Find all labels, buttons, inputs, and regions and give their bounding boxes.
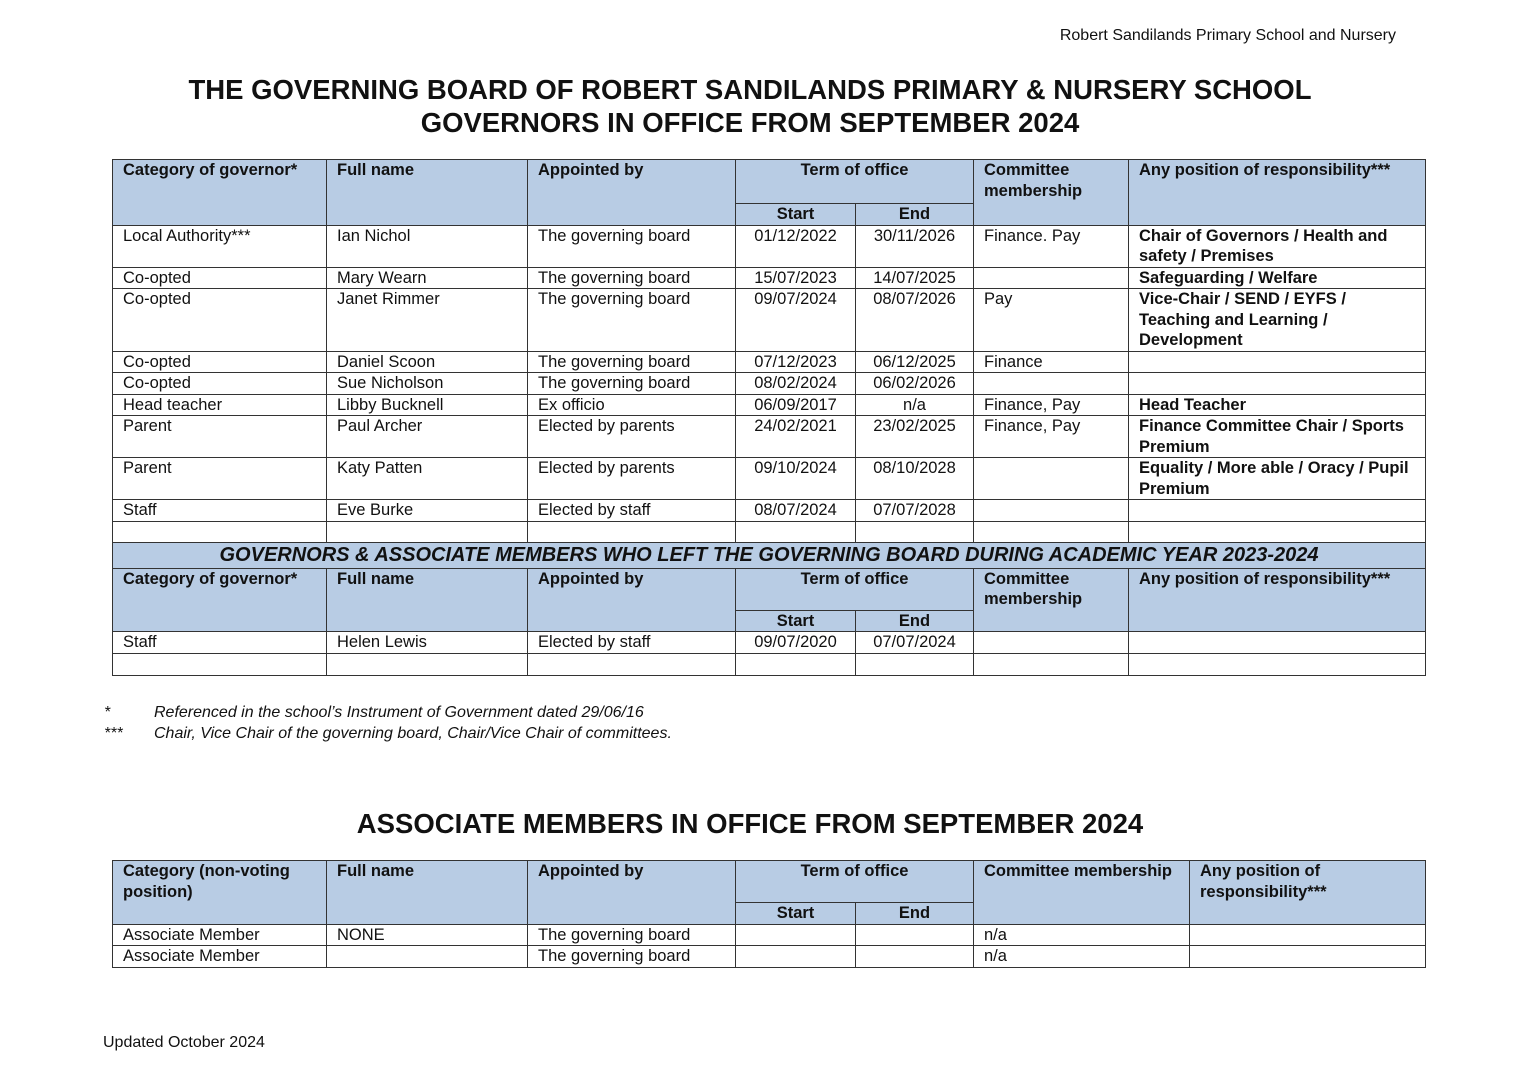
cell-position: Head Teacher [1129, 394, 1426, 416]
cell-committee: Finance. Pay [974, 225, 1129, 267]
cell-full-name: NONE [327, 924, 528, 946]
col-full-name: Full name [327, 160, 528, 226]
cell-end [856, 946, 974, 968]
col-category: Category of governor* [113, 160, 327, 226]
table-row [113, 632, 1426, 654]
cell-appointed-by: Ex officio [528, 394, 736, 416]
cell-start: 09/07/2024 [736, 289, 856, 352]
col-start: Start [736, 204, 856, 226]
cell-committee: n/a [974, 924, 1190, 946]
cell-start: 24/02/2021 [736, 416, 856, 458]
cell-committee [974, 458, 1129, 500]
cell-position [1129, 351, 1426, 373]
cell-end: 08/07/2026 [856, 289, 974, 352]
cell-committee [974, 373, 1129, 395]
table-row [113, 416, 1426, 458]
col-full-name: Full name [327, 568, 528, 632]
cell-committee [974, 500, 1129, 522]
cell-end: 30/11/2026 [856, 225, 974, 267]
col-category: Category (non-voting position) [113, 861, 327, 925]
footnote-text: Chair, Vice Chair of the governing board, Chair/Vice Chair of committees. [154, 725, 672, 742]
cell-full-name: Sue Nicholson [327, 373, 528, 395]
cell-position [1190, 946, 1426, 968]
cell-appointed-by: The governing board [528, 225, 736, 267]
cell-appointed-by: Elected by staff [528, 632, 736, 654]
cell-category: Associate Member [113, 924, 327, 946]
table-row [113, 351, 1426, 373]
cell-full-name: Libby Bucknell [327, 394, 528, 416]
cell-start: 15/07/2023 [736, 267, 856, 289]
associates-table [112, 860, 1426, 968]
col-position: Any position of responsibility*** [1129, 160, 1426, 226]
cell-category: Parent [113, 458, 327, 500]
cell-position: Vice-Chair / SEND / EYFS / Teaching and Learning / Development [1129, 289, 1426, 352]
cell-category: Co-opted [113, 267, 327, 289]
footnote-mark: *** [104, 725, 123, 742]
col-end: End [856, 903, 974, 925]
cell-appointed-by: The governing board [528, 289, 736, 352]
cell-end: 23/02/2025 [856, 416, 974, 458]
cell-appointed-by: The governing board [528, 373, 736, 395]
page-title: THE GOVERNING BOARD OF ROBERT SANDILANDS PRIMARY & NURSERY SCHOOL [188, 74, 1312, 105]
cell-category: Co-opted [113, 289, 327, 352]
table-row-empty [113, 653, 1426, 675]
cell-full-name: Katy Patten [327, 458, 528, 500]
cell-appointed-by: Elected by staff [528, 500, 736, 522]
cell-position [1129, 632, 1426, 654]
cell-appointed-by: Elected by parents [528, 458, 736, 500]
cell-category: Co-opted [113, 373, 327, 395]
cell-committee [974, 632, 1129, 654]
cell-category: Head teacher [113, 394, 327, 416]
cell-full-name: Helen Lewis [327, 632, 528, 654]
table-row [113, 458, 1426, 500]
table-row [113, 289, 1426, 352]
cell-start: 06/09/2017 [736, 394, 856, 416]
cell-start: 08/07/2024 [736, 500, 856, 522]
table-row [113, 267, 1426, 289]
footnote-mark: * [104, 704, 111, 721]
cell-category: Co-opted [113, 351, 327, 373]
footnote-text: Referenced in the school’s Instrument of Government dated 29/06/16 [154, 704, 644, 721]
table-row [113, 500, 1426, 522]
cell-end [856, 924, 974, 946]
footnotes [104, 702, 672, 744]
cell-category: Associate Member [113, 946, 327, 968]
footnote [104, 723, 672, 744]
cell-position: Finance Committee Chair / Sports Premium [1129, 416, 1426, 458]
cell-full-name [327, 946, 528, 968]
col-start: Start [736, 610, 856, 632]
cell-category: Staff [113, 632, 327, 654]
cell-appointed-by: The governing board [528, 351, 736, 373]
col-committee: Committee membership [974, 160, 1129, 226]
footnote [104, 702, 672, 723]
cell-position: Safeguarding / Welfare [1129, 267, 1426, 289]
cell-start: 07/12/2023 [736, 351, 856, 373]
cell-end: 07/07/2024 [856, 632, 974, 654]
col-committee: Committee membership [974, 568, 1129, 632]
cell-end: 07/07/2028 [856, 500, 974, 522]
col-position: Any position of responsibility*** [1190, 861, 1426, 925]
table-row [113, 394, 1426, 416]
cell-full-name: Janet Rimmer [327, 289, 528, 352]
col-position: Any position of responsibility*** [1129, 568, 1426, 632]
cell-full-name: Paul Archer [327, 416, 528, 458]
cell-start: 09/10/2024 [736, 458, 856, 500]
cell-position: Chair of Governors / Health and safety / Premises [1129, 225, 1426, 267]
cell-appointed-by: The governing board [528, 924, 736, 946]
cell-appointed-by: The governing board [528, 946, 736, 968]
cell-committee: Pay [974, 289, 1129, 352]
cell-appointed-by: The governing board [528, 267, 736, 289]
col-end: End [856, 610, 974, 632]
col-appointed-by: Appointed by [528, 861, 736, 925]
cell-committee: Finance, Pay [974, 416, 1129, 458]
cell-end: 06/02/2026 [856, 373, 974, 395]
table-row-empty [113, 521, 1426, 542]
col-committee: Committee membership [974, 861, 1190, 925]
col-term-of-office: Term of office [736, 568, 974, 610]
cell-category: Local Authority*** [113, 225, 327, 267]
associates-title: ASSOCIATE MEMBERS IN OFFICE FROM SEPTEMBER 2024 [356, 808, 1144, 839]
col-term-of-office: Term of office [736, 861, 974, 903]
cell-start [736, 946, 856, 968]
table-row [113, 225, 1426, 267]
cell-end: 14/07/2025 [856, 267, 974, 289]
table-row [113, 924, 1426, 946]
cell-full-name: Mary Wearn [327, 267, 528, 289]
cell-position: Equality / More able / Oracy / Pupil Premium [1129, 458, 1426, 500]
cell-full-name: Eve Burke [327, 500, 528, 522]
table-row [113, 373, 1426, 395]
cell-position [1190, 924, 1426, 946]
cell-appointed-by: Elected by parents [528, 416, 736, 458]
cell-full-name: Daniel Scoon [327, 351, 528, 373]
cell-committee [974, 267, 1129, 289]
cell-start: 09/07/2020 [736, 632, 856, 654]
col-category: Category of governor* [113, 568, 327, 632]
cell-position [1129, 500, 1426, 522]
cell-start: 08/02/2024 [736, 373, 856, 395]
cell-committee: Finance [974, 351, 1129, 373]
page-subtitle: GOVERNORS IN OFFICE FROM SEPTEMBER 2024 [420, 107, 1080, 138]
cell-end: 08/10/2028 [856, 458, 974, 500]
table-row [113, 946, 1426, 968]
col-appointed-by: Appointed by [528, 568, 736, 632]
school-header: Robert Sandilands Primary School and Nursery [1059, 27, 1396, 44]
cell-end: 06/12/2025 [856, 351, 974, 373]
cell-category: Parent [113, 416, 327, 458]
governors-table [112, 159, 1426, 676]
left-governors-banner: GOVERNORS & ASSOCIATE MEMBERS WHO LEFT THE GOVERNING BOARD DURING ACADEMIC YEAR 2023-2024 [113, 542, 1426, 568]
col-end: End [856, 204, 974, 226]
cell-full-name: Ian Nichol [327, 225, 528, 267]
cell-start: 01/12/2022 [736, 225, 856, 267]
cell-category: Staff [113, 500, 327, 522]
col-term-of-office: Term of office [736, 160, 974, 204]
cell-end: n/a [856, 394, 974, 416]
cell-committee: n/a [974, 946, 1190, 968]
cell-position [1129, 373, 1426, 395]
col-start: Start [736, 903, 856, 925]
col-appointed-by: Appointed by [528, 160, 736, 226]
col-full-name: Full name [327, 861, 528, 925]
updated-note: Updated October 2024 [103, 1034, 265, 1051]
cell-start [736, 924, 856, 946]
cell-committee: Finance, Pay [974, 394, 1129, 416]
